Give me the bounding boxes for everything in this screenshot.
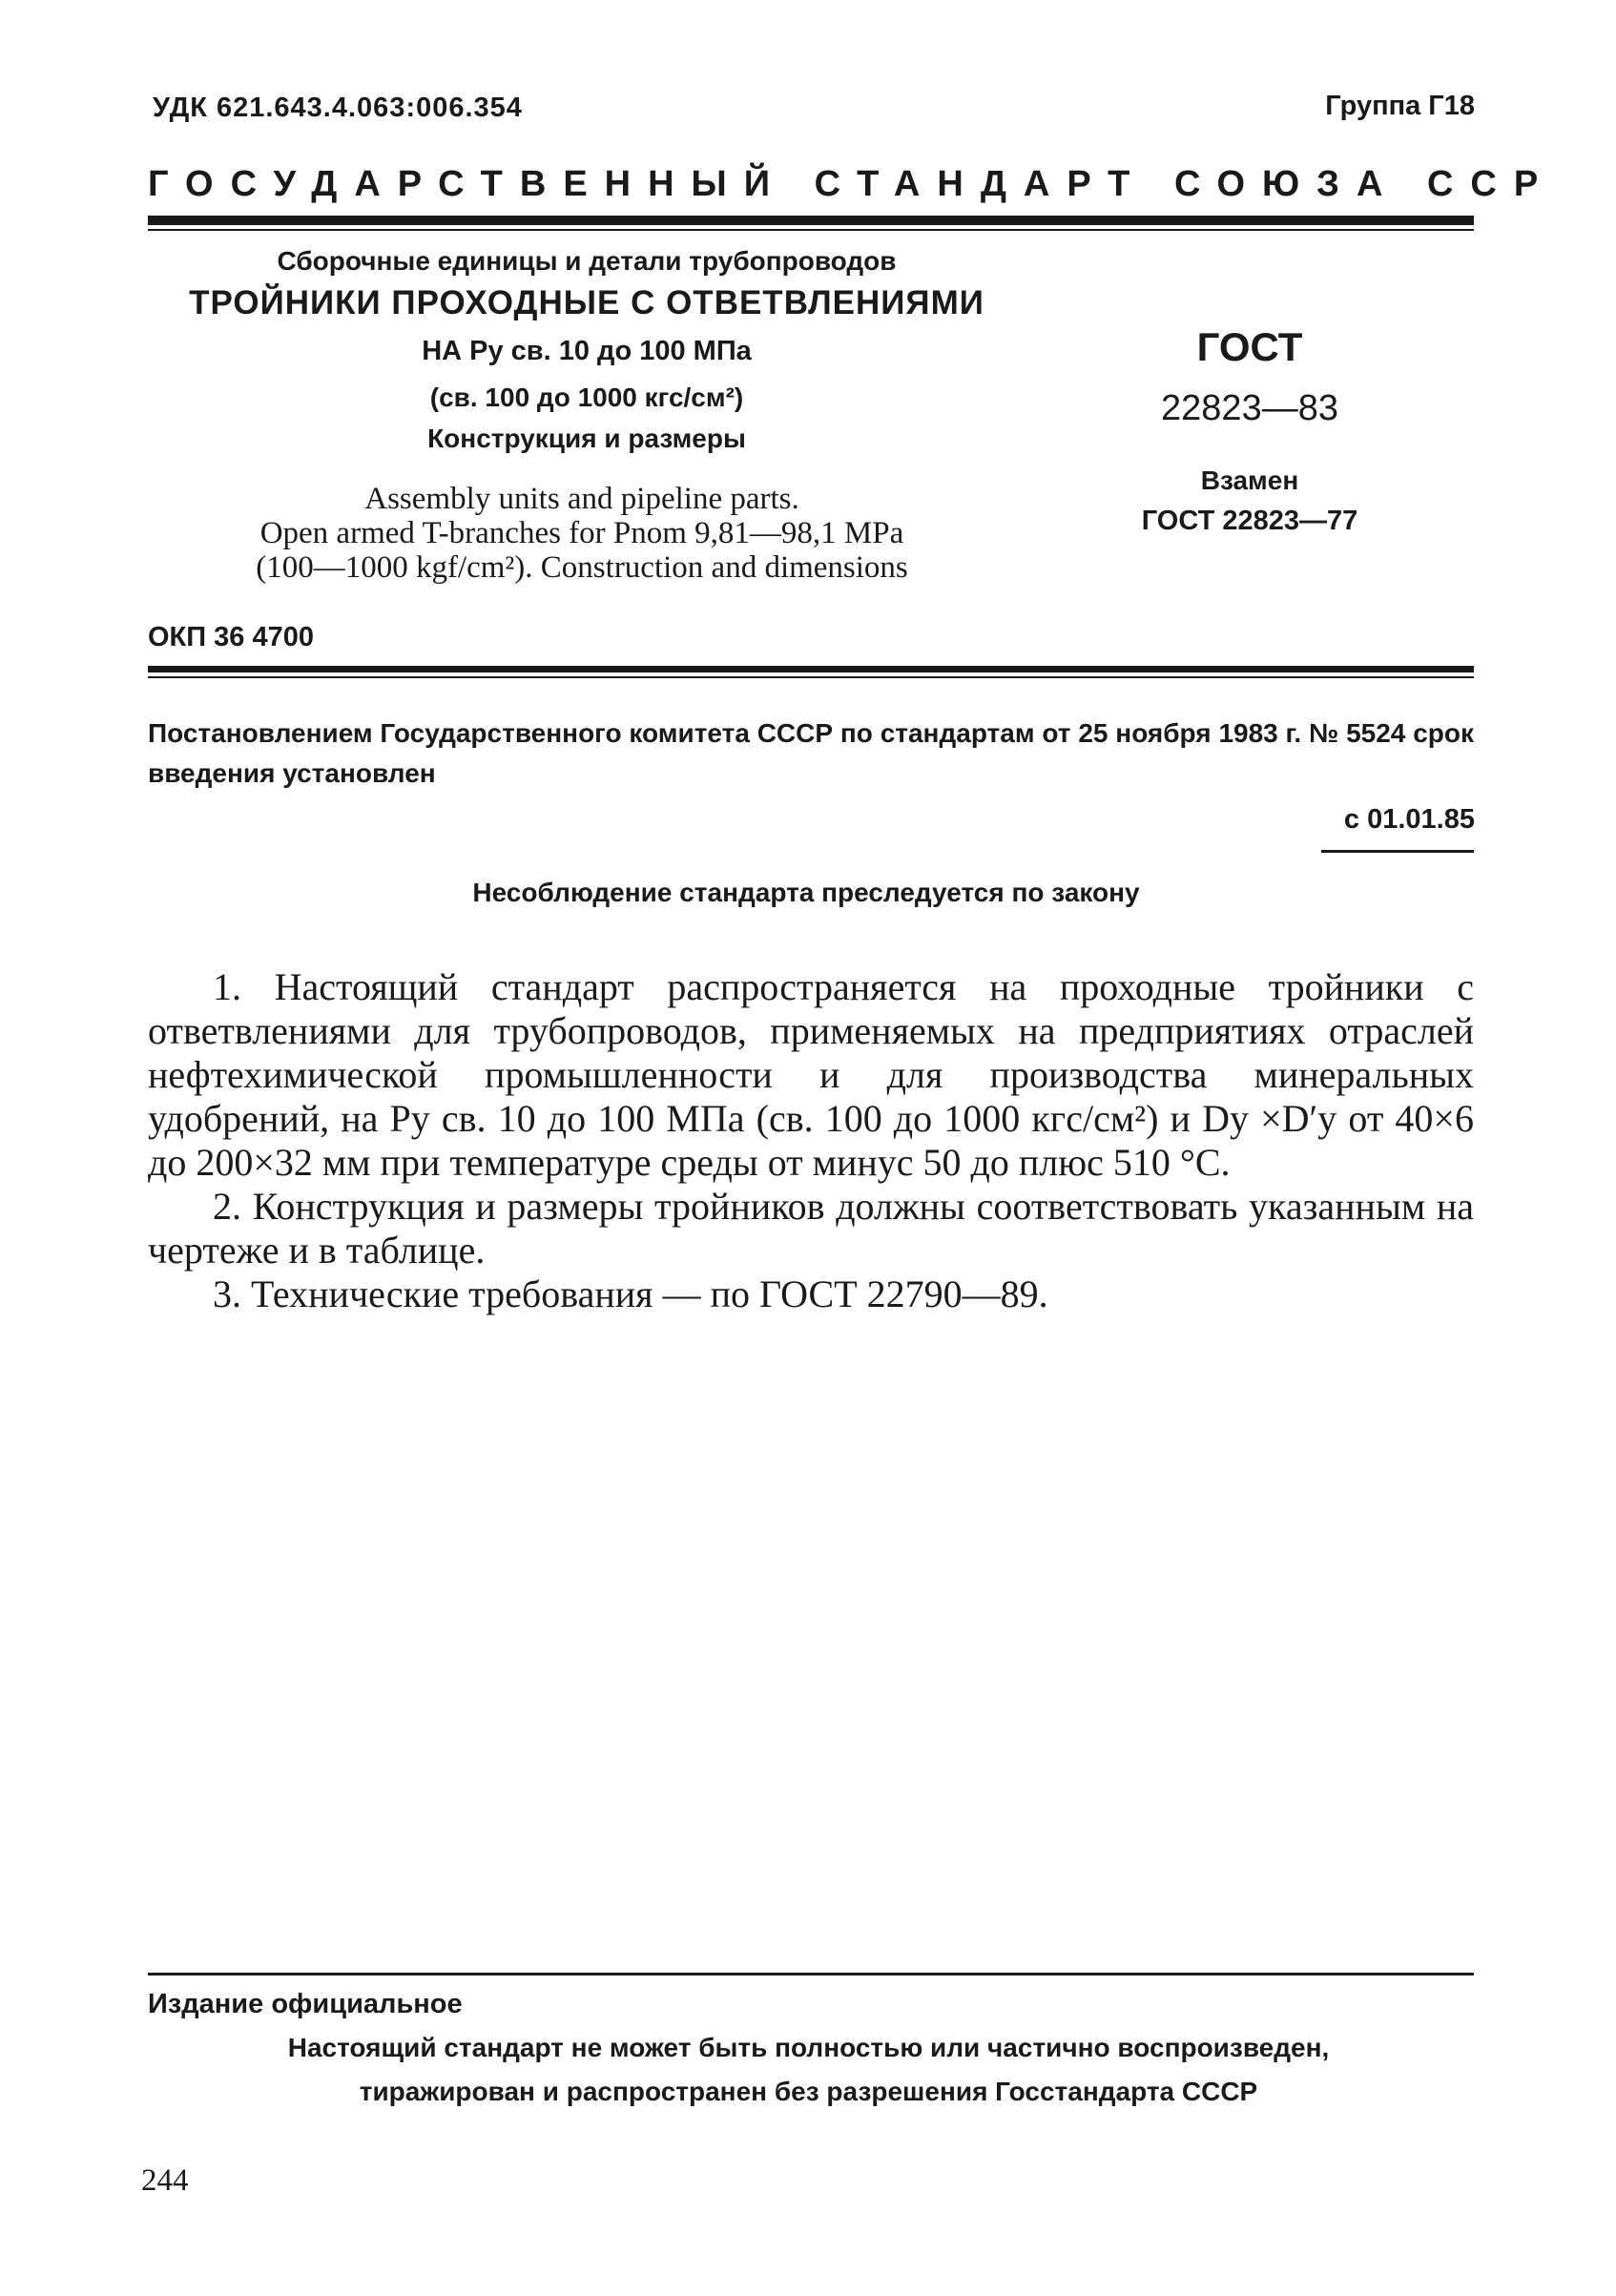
okp-rule-thick [148,666,1474,672]
effective-date-rule [1321,850,1474,853]
title-ru-main: ТРОЙНИКИ ПРОХОДНЫЕ С ОТВЕТВЛЕНИЯМИ [189,284,984,321]
copyright-line-1: Настоящий стандарт не может быть полностью или частично воспроизведен, [287,2033,1330,2062]
title-en-line1: Assembly units and pipeline parts. [364,482,799,516]
title-ru-line1: Сборочные единицы и детали трубопроводов [277,246,897,276]
okp-rule-thin [148,676,1474,678]
replaces-standard: ГОСТ 22823—77 [1141,506,1358,536]
group-code: Группа Г18 [1325,91,1475,121]
title-ru-line3: НА Pу св. 10 до 100 МПа [422,336,752,366]
title-en-line2: Open armed T-branches for Pnom 9,81—98,1 MPa [259,516,904,550]
footer-rule [148,1973,1474,1975]
body-text [148,965,1474,1316]
page-number: 244 [141,2163,189,2198]
effective-date: с 01.01.85 [1343,804,1475,835]
header-thin-rule [148,229,1474,231]
paragraph-3: 3. Технические требования — по ГОСТ 22790—89. [213,1272,1048,1315]
title-en-line3: (100—1000 kgf/cm²). Construction and dimensions [256,550,908,585]
gost-label: ГОСТ [1196,324,1303,369]
header-thick-rule [148,216,1474,225]
replaces-label: Взамен [1200,465,1299,495]
paragraph-1: 1. Настоящий стандарт распространяется на проходные тройники с ответвлениями для трубопроводов, применяемых на предприятиях отраслей нефтехимической промышленности и для производства минеральных удобрений, на Pу св. 10 до 100 МПа (св. 100 до 1000 кгс/см²) и Dу ×D′у от 40×6 до 200×32 мм при температуре среды от минус 50 до плюс 510 °С. [148,965,1474,1184]
title-ru-line4: (св. 100 до 1000 кгс/см²) [429,383,744,412]
udc-code: УДК 621.643.4.063:006.354 [153,93,523,123]
state-standard-title: ГОСУДАРСТВЕННЫЙ СТАНДАРТ СОЮЗА ССР [148,164,1556,204]
decree-text: Постановлением Государственного комитета СССР по стандартам от 25 ноября 1983 г. № 5524 срок введения установлен [148,718,1474,788]
legal-warning: Несоблюдение стандарта преследуется по закону [472,878,1140,907]
gost-number: 22823—83 [1161,388,1338,428]
official-edition-label: Издание официальное [148,1989,463,2019]
copyright-line-2: тиражирован и распространен без разрешения Госстандарта СССР [359,2077,1258,2106]
okp-code: ОКП 36 4700 [148,622,314,652]
title-ru-line5: Конструкция и размеры [427,424,746,453]
paragraph-2: 2. Конструкция и размеры тройников должны соответствовать указанным на чертеже и в таблице. [148,1185,1474,1272]
